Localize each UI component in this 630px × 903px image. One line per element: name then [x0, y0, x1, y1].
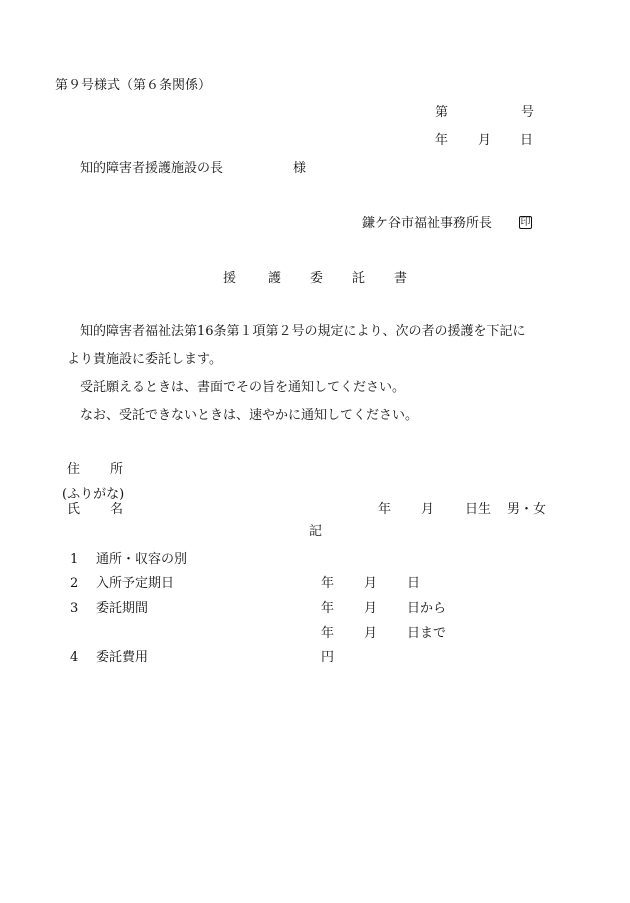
- document-number-prefix: 第: [435, 105, 449, 120]
- title-char-5: 書: [394, 271, 408, 286]
- addressee-honorific: 様: [293, 161, 307, 176]
- title-char-4: 託: [352, 271, 366, 286]
- item-3-start-year: 年: [321, 601, 335, 616]
- body-line-4: なお、受託できないときは、速やかに通知してください。: [80, 408, 419, 423]
- address-label-char-2: 所: [110, 462, 124, 477]
- birth-day-label: 日生: [465, 502, 492, 517]
- birth-year-label: 年: [378, 502, 392, 517]
- title-char-2: 護: [268, 271, 282, 286]
- body-line-3: 受託願えるときは、書面でその旨を通知してください。: [80, 380, 406, 395]
- birth-month-label: 月: [421, 502, 435, 517]
- furigana-label: (ふりがな): [62, 487, 125, 502]
- seal-mark: 印: [520, 217, 531, 228]
- sex-label: 男・女: [507, 502, 547, 517]
- title-char-3: 委: [310, 271, 324, 286]
- item-2-number: 2: [70, 576, 79, 591]
- title-char-1: 援: [223, 271, 237, 286]
- item-3-end-day: 日まで: [407, 626, 447, 641]
- date-day-label: 日: [520, 133, 534, 148]
- item-3-start-day: 日から: [407, 601, 447, 616]
- address-label-char-1: 住: [67, 462, 81, 477]
- item-2-month: 月: [364, 576, 378, 591]
- item-2-label: 入所予定期日: [96, 576, 175, 591]
- document-number-suffix: 号: [521, 105, 535, 120]
- ki-heading: 記: [309, 524, 323, 539]
- item-3-end-year: 年: [321, 626, 335, 641]
- item-1-label: 通所・収容の別: [96, 552, 188, 567]
- form-label: 第９号様式（第６条関係）: [55, 78, 212, 93]
- item-2-year: 年: [321, 576, 335, 591]
- item-3-label: 委託期間: [96, 601, 149, 616]
- item-2-day: 日: [407, 576, 421, 591]
- date-month-label: 月: [478, 133, 492, 148]
- item-4-number: 4: [70, 650, 79, 665]
- name-label-char-2: 名: [110, 502, 124, 517]
- body-line-1: 知的障害者福祉法第16条第１項第２号の規定により、次の者の援護を下記に: [80, 324, 526, 339]
- body-line-2: より貴施設に委託します。: [67, 352, 222, 367]
- item-3-end-month: 月: [364, 626, 378, 641]
- item-4-label: 委託費用: [96, 650, 149, 665]
- addressee-name: 知的障害者援護施設の長: [80, 161, 224, 176]
- item-1-number: 1: [70, 552, 79, 567]
- name-label-char-1: 氏: [67, 502, 81, 517]
- date-year-label: 年: [435, 133, 449, 148]
- item-3-number: 3: [70, 601, 79, 616]
- sender-name: 鎌ケ谷市福祉事務所長: [362, 216, 493, 231]
- item-3-start-month: 月: [364, 601, 378, 616]
- item-4-unit: 円: [321, 650, 335, 665]
